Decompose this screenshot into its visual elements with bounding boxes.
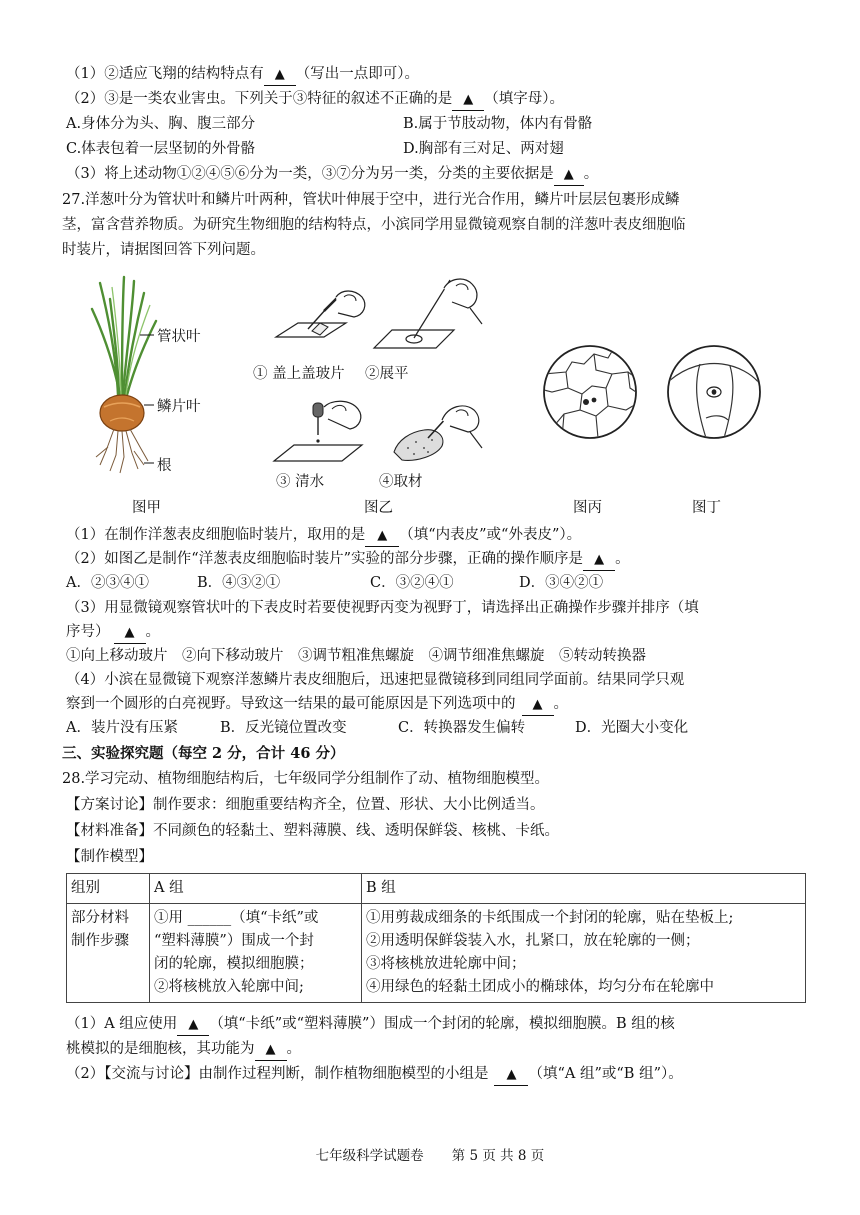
label-step4: ④取材 xyxy=(379,474,423,490)
answer-blank[interactable]: ▲ xyxy=(177,1014,209,1036)
label-step1: ① 盖上盖玻片 xyxy=(253,366,345,382)
q27-part3-line1: （3）用显微镜观察管状叶的下表皮时若要使视野丙变为视野丁，请选择出正确操作步骤并排序（填 xyxy=(66,600,699,616)
q27-part4-option-a: A．装片没有压紧 xyxy=(66,720,178,736)
q27-intro-line2: 茎，富含营养物质。为研究生物细胞的结构特点，小滨同学用显微镜观察自制的洋葱叶表皮细胞临 xyxy=(62,217,686,233)
q26-option-a: A.身体分为头、胸、腹三部分 xyxy=(66,116,256,132)
group-a-steps: ①用 ______（填“卡纸”或 “塑料薄膜”）围成一个封 闭的轮廓，模拟细胞膜； ②将核桃放入轮廓中间; xyxy=(150,904,362,1003)
q27-intro-line3: 时装片，请据图回答下列问题。 xyxy=(62,242,265,258)
q27-part3-line2: 序号） ▲ 。 xyxy=(66,622,160,644)
answer-blank[interactable]: ▲ xyxy=(114,622,146,644)
answer-blank[interactable]: ▲ xyxy=(264,64,296,86)
page-footer: 七年级科学试题卷 第 5 页 共 8 页 xyxy=(315,1148,545,1164)
table-header-b: B 组 xyxy=(362,874,806,904)
caption-figure-d: 图丁 xyxy=(692,500,721,516)
table-header-row xyxy=(67,874,806,904)
table-header-a: A 组 xyxy=(150,874,362,904)
q27-part4-line1: （4）小滨在显微镜下观察洋葱鳞片表皮细胞后，迅速把显微镜移到同组同学面前。结果同学只观 xyxy=(66,672,685,688)
q28-part1-line2: 桃模拟的是细胞核，其功能为 ▲ 。 xyxy=(66,1039,301,1061)
q27-part2: （2）如图乙是制作“洋葱表皮细胞临时装片”实验的部分步骤，正确的操作顺序是 ▲ 。 xyxy=(66,549,630,571)
caption-figure-c: 图丙 xyxy=(573,500,602,516)
label-step3: ③ 清水 xyxy=(276,474,325,490)
answer-blank[interactable]: ▲ xyxy=(554,164,584,186)
q26-part1: （1）②适应飞翔的结构特点有 ▲ （写出一点即可）。 xyxy=(66,64,419,86)
model-making-table xyxy=(66,873,806,1003)
q27-part3-steps: ①向上移动玻片 ②向下移动玻片 ③调节粗准焦螺旋 ④调节细准焦螺旋 ⑤转动转换器 xyxy=(66,648,646,664)
q27-part2-option-a: A．②③④① xyxy=(66,575,149,591)
step-water-figure xyxy=(270,395,390,475)
step-spread-figure xyxy=(368,272,498,357)
q28-part1-line1: （1）A 组应使用 ▲ （填“卡纸”或“塑料薄膜”）围成一个封闭的轮廓，模拟细胞膜。B 组的核 xyxy=(66,1014,675,1036)
label-step2: ②展平 xyxy=(365,366,409,382)
answer-blank[interactable]: ▲ xyxy=(583,549,615,571)
q26-part3: （3）将上述动物①②④⑤⑥分为一类，③⑦分为另一类，分类的主要依据是 ▲ 。 xyxy=(66,164,598,186)
q26-part2: （2）③是一类农业害虫。下列关于③特征的叙述不正确的是 ▲ （填字母）。 xyxy=(66,89,564,111)
q27-part4-option-b: B．反光镜位置改变 xyxy=(220,720,347,736)
q27-part2-option-c: C．③②④① xyxy=(370,575,454,591)
q27-part4-line2: 察到一个圆形的白亮视野。导致这一结果的最可能原因是下列选项中的 ▲ 。 xyxy=(66,694,568,716)
q27-part4-option-d: D．光圈大小变化 xyxy=(575,720,689,736)
q28-plan: 【方案讨论】制作要求：细胞重要结构齐全，位置、形状、大小比例适当。 xyxy=(66,797,545,813)
answer-blank[interactable]: ▲ xyxy=(522,694,554,716)
caption-figure-a: 图甲 xyxy=(132,500,161,516)
section-title: 三、实验探究题（每空 2 分，合计 46 分） xyxy=(62,745,345,762)
table-row xyxy=(67,904,806,1003)
microscope-view-d xyxy=(666,344,762,440)
q27-part2-option-d: D．③④②① xyxy=(519,575,604,591)
caption-figure-b: 图乙 xyxy=(364,500,393,516)
q28-intro: 28.学习完动、植物细胞结构后，七年级同学分组制作了动、植物细胞模型。 xyxy=(62,771,550,787)
table-row-label: 部分材料 制作步骤 xyxy=(67,904,150,1003)
group-b-steps: ①用剪裁成细条的卡纸围成一个封闭的轮廓，贴在垫板上; ②用透明保鲜袋装入水，扎紧口，放在轮廓的一侧； ③将核桃放进轮廓中间； ④用绿色的轻黏土团成小的椭球体，均匀分布在轮廓中 xyxy=(362,904,806,1003)
q28-part2: （2）【交流与讨论】由制作过程判断，制作植物细胞模型的小组是 ▲ （填“A 组”或“B 组”）。 xyxy=(66,1064,683,1086)
q27-intro-line1: 27.洋葱叶分为管状叶和鳞片叶两种，管状叶伸展于空中，进行光合作用，鳞片叶层层包裹形成鳞 xyxy=(62,192,680,208)
q28-make-heading: 【制作模型】 xyxy=(66,849,153,865)
q26-option-b: B.属于节肢动物，体内有骨骼 xyxy=(403,116,593,132)
q27-part4-option-c: C．转换器发生偏转 xyxy=(398,720,526,736)
q26-option-d: D.胸部有三对足、两对翅 xyxy=(403,141,564,157)
q27-part2-option-b: B．④③②① xyxy=(197,575,281,591)
answer-blank[interactable]: ▲ xyxy=(494,1064,528,1086)
q26-option-c: C.体表包着一层坚韧的外骨骼 xyxy=(66,141,256,157)
microscope-view-c xyxy=(542,344,638,440)
answer-blank[interactable]: ▲ xyxy=(452,89,484,111)
step-cover-slip-figure xyxy=(268,285,378,355)
answer-blank[interactable]: ▲ xyxy=(255,1039,287,1061)
q27-part1: （1）在制作洋葱表皮细胞临时装片，取用的是 ▲ （填“内表皮”或“外表皮”）。 xyxy=(66,525,581,547)
label-tube-leaf: 管状叶 xyxy=(157,329,201,345)
answer-blank[interactable]: ▲ xyxy=(365,525,399,547)
step-take-sample-figure xyxy=(376,392,496,472)
table-header-group: 组别 xyxy=(67,874,150,904)
label-root: 根 xyxy=(157,458,172,474)
q28-materials: 【材料准备】不同颜色的轻黏土、塑料薄膜、线、透明保鲜袋、核桃、卡纸。 xyxy=(66,823,559,839)
label-scale-leaf: 鳞片叶 xyxy=(157,399,201,415)
